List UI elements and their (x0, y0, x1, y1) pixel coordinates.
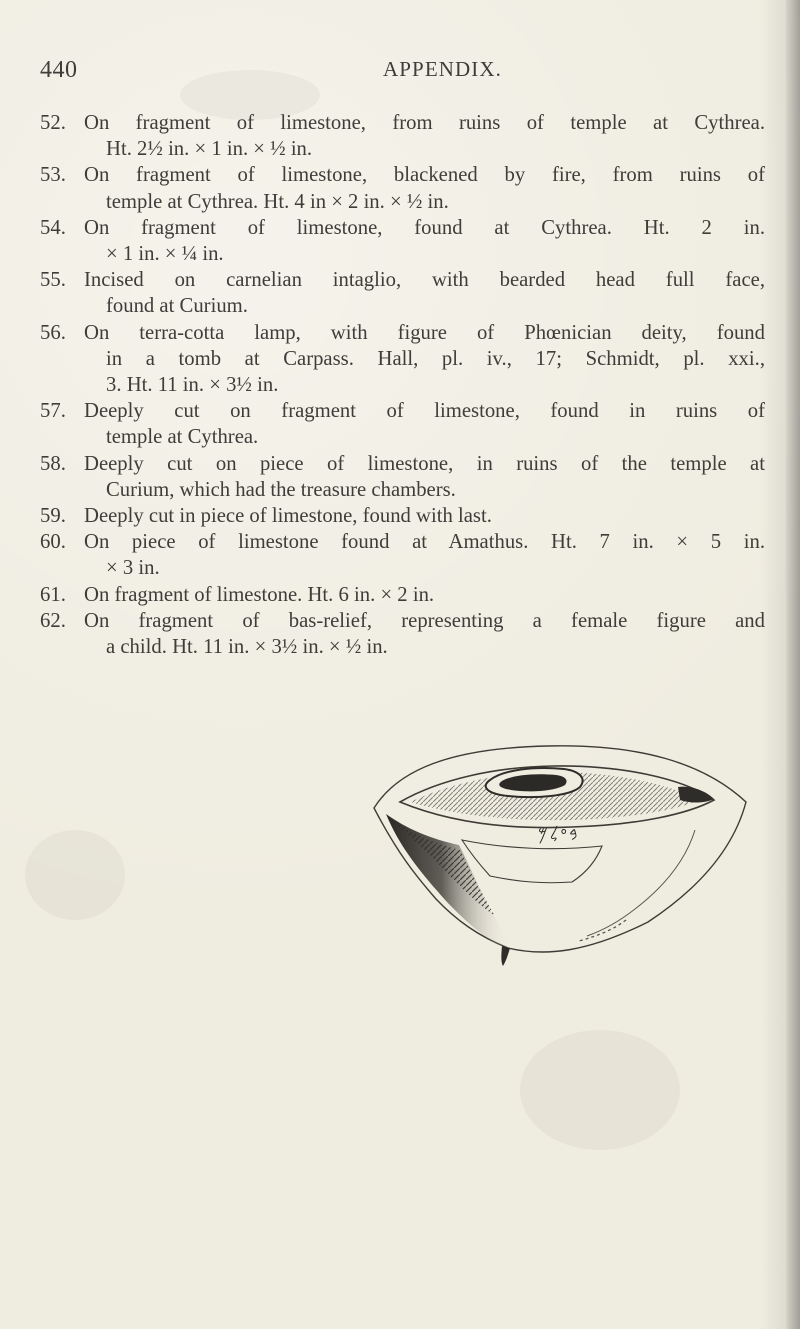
entry-number: 62. (40, 609, 66, 632)
entry-line: Curium, which had the treasure chambers. (106, 478, 456, 501)
appendix-entries (40, 110, 765, 660)
appendix-entry (40, 451, 765, 503)
entry-number: 52. (40, 112, 66, 134)
entry-line: On fragment of limestone, blackened by fire, from ruins of (84, 164, 765, 187)
entry-body (84, 529, 765, 581)
lamp-left-shadow (386, 814, 510, 950)
entry-number: 60. (40, 531, 66, 554)
paper-stain (25, 830, 125, 920)
entry-line: temple at Cythrea. (106, 426, 259, 449)
entry-body (84, 451, 765, 503)
entry-body (84, 320, 765, 399)
entry-number: 56. (40, 321, 66, 344)
entry-number: 57. (40, 400, 66, 423)
entry-body (84, 162, 765, 214)
entry-line: × 3 in. (106, 557, 160, 580)
lamp-front-band (462, 840, 602, 883)
entry-body (84, 608, 765, 660)
entry-number: 59. (40, 505, 66, 528)
entry-body (84, 267, 765, 319)
entry-body (84, 215, 765, 267)
appendix-entry (40, 162, 765, 214)
lamp-illustration (358, 742, 748, 966)
entry-body (84, 582, 765, 608)
entry-line: On piece of limestone found at Amathus. Ht. 7 in. × 5 in. (84, 531, 765, 554)
page-edge (786, 0, 800, 1329)
entry-line: Ht. 2½ in. × 1 in. × ½ in. (106, 138, 313, 161)
entry-line: 3. Ht. 11 in. × 3½ in. (106, 374, 279, 397)
lamp-left-hatch (394, 821, 495, 916)
entry-number: 55. (40, 269, 66, 292)
lamp-nozzle (678, 787, 714, 803)
entry-number: 53. (40, 164, 66, 187)
entry-line: On fragment of limestone. Ht. 6 in. × 2 in. (84, 583, 435, 606)
paper-stain (520, 1030, 680, 1150)
running-head: APPENDIX. (383, 57, 502, 81)
lamp-handle (501, 946, 510, 966)
entry-line: found at Curium. (106, 295, 248, 318)
appendix-entry (40, 398, 765, 450)
appendix-entry (40, 608, 765, 660)
entry-line: Incised on carnelian intaglio, with bearded head full face, (84, 269, 765, 292)
entry-line: Deeply cut on fragment of limestone, found in ruins of (84, 400, 765, 423)
entry-number: 61. (40, 583, 66, 606)
entry-body (84, 110, 765, 162)
lamp-right-dash (579, 920, 626, 941)
entry-number: 58. (40, 452, 66, 475)
appendix-entry (40, 215, 765, 267)
appendix-entry (40, 267, 765, 319)
entry-line: a child. Ht. 11 in. × 3½ in. × ½ in. (106, 636, 388, 659)
page-number: 440 (40, 57, 78, 83)
entry-line: On fragment of bas-relief, representing a female figure and (84, 609, 765, 632)
entry-line: in a tomb at Carpass. Hall, pl. iv., 17; Schmidt, pl. xxi., (106, 347, 765, 370)
appendix-entry (40, 110, 765, 162)
entry-line: On fragment of limestone, found at Cythrea. Ht. 2 in. (84, 216, 765, 239)
entry-line: × 1 in. × ¼ in. (106, 243, 224, 266)
lamp-inscription: 𐤁𐤏𐤋𐤌 (538, 824, 580, 845)
entry-body (84, 398, 765, 450)
entry-body (84, 503, 765, 529)
entry-line: Deeply cut on piece of limestone, in ruins of the temple at (84, 452, 765, 475)
appendix-entry (40, 503, 765, 529)
page-header (0, 55, 800, 95)
entry-number: 54. (40, 216, 66, 239)
appendix-entry (40, 529, 765, 581)
entry-line: On fragment of limestone, from ruins of temple at Cythrea. (84, 112, 765, 134)
lamp-right-curve (587, 830, 695, 936)
entry-line: Deeply cut in piece of limestone, found with last. (84, 505, 492, 528)
entry-line: On terra-cotta lamp, with figure of Phœnician deity, found (84, 321, 765, 344)
appendix-entry (40, 582, 765, 608)
appendix-entry (40, 320, 765, 399)
entry-line: temple at Cythrea. Ht. 4 in × 2 in. × ½ in. (106, 190, 449, 213)
